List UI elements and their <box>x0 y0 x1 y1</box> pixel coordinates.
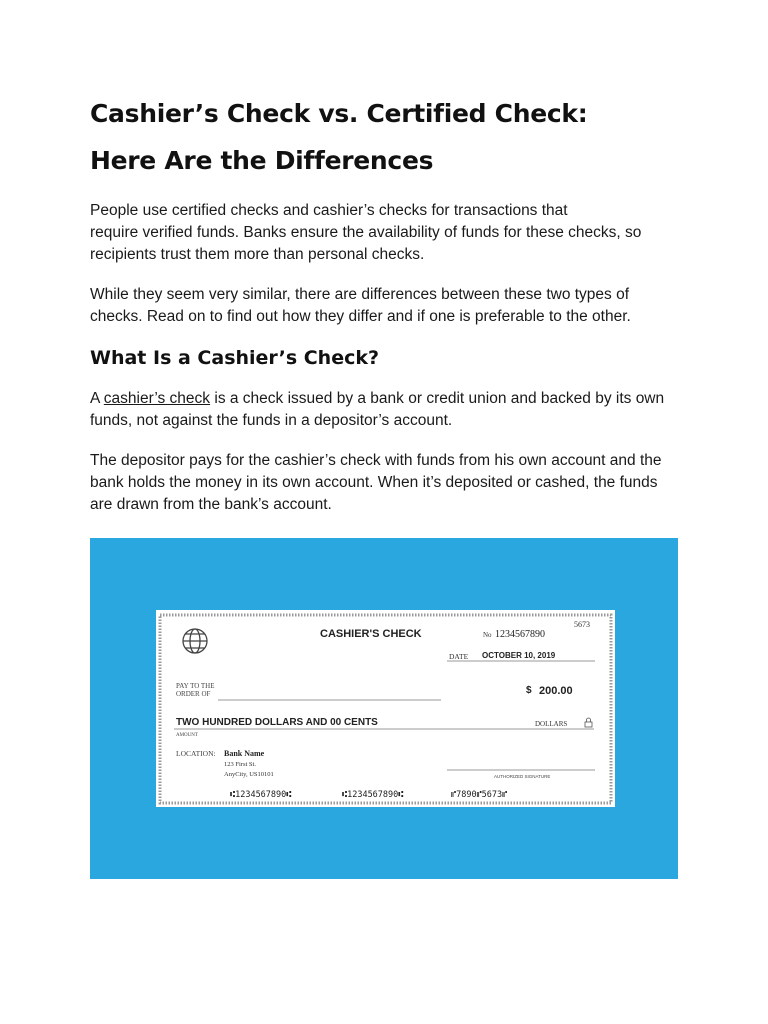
text-line: are drawn from the bank’s account. <box>90 496 332 513</box>
signature-label: AUTHORIZED SIGNATURE <box>494 774 551 779</box>
definition-paragraph <box>90 388 680 432</box>
title-line-1: Cashier’s Check vs. Certified Check: <box>90 99 588 128</box>
text-fragment: is a check issued by a bank or credit union and backed by its own <box>210 390 665 407</box>
text-line: funds, not against the funds in a depositor’s account. <box>90 412 453 429</box>
text-line: bank holds the money in its own account. When it’s deposited or cashed, the funds <box>90 474 658 491</box>
date-value: OCTOBER 10, 2019 <box>482 651 556 660</box>
micr-check: ⑈7890⑈5673⑈ <box>451 790 508 800</box>
micr-routing: ⑆1234567890⑆ <box>230 790 292 800</box>
pay-to-label-1: PAY TO THE <box>176 682 215 690</box>
section-heading: What Is a Cashier’s Check? <box>90 347 380 369</box>
cashiers-check-illustration <box>90 538 678 879</box>
check-no-value: 1234567890 <box>495 629 545 640</box>
intro-paragraph-1 <box>90 200 680 266</box>
article-title <box>90 90 680 184</box>
text-line: checks. Read on to find out how they differ and if one is preferable to the other. <box>90 308 631 325</box>
text-line: recipients trust them more than personal checks. <box>90 246 425 263</box>
text-line: require verified funds. Banks ensure the availability of funds for these checks, so <box>90 224 642 241</box>
text-fragment: A <box>90 390 104 407</box>
amount-words: TWO HUNDRED DOLLARS AND 00 CENTS <box>176 717 378 728</box>
date-label: DATE <box>449 652 469 661</box>
intro-paragraph-2 <box>90 284 680 328</box>
depositor-paragraph <box>90 450 680 516</box>
dollars-label: DOLLARS <box>535 720 568 728</box>
check-title: CASHIER'S CHECK <box>320 628 422 640</box>
pay-to-label-2: ORDER OF <box>176 690 211 698</box>
micr-account: ⑆1234567890⑆ <box>342 790 404 800</box>
text-line: People use certified checks and cashier’s checks for transactions that <box>90 202 568 219</box>
check-no-label: No <box>483 631 492 639</box>
bank-address-1: 123 First St. <box>224 761 256 768</box>
cashiers-check-link[interactable]: cashier’s check <box>103 390 211 407</box>
amount-value: 200.00 <box>539 685 573 697</box>
bank-address-2: AnyCity, US10101 <box>224 771 274 778</box>
check-svg <box>90 538 678 879</box>
text-line: While they seem very similar, there are differences between these two types of <box>90 286 630 303</box>
check-number-top: 5673 <box>574 620 590 629</box>
article <box>90 90 680 516</box>
title-line-2: Here Are the Differences <box>90 146 434 175</box>
dollar-sign: $ <box>526 685 532 696</box>
amount-label: AMOUNT <box>176 733 198 738</box>
bank-name: Bank Name <box>224 749 265 758</box>
location-label: LOCATION: <box>176 749 216 758</box>
text-line: The depositor pays for the cashier’s check with funds from his own account and the <box>90 452 662 469</box>
